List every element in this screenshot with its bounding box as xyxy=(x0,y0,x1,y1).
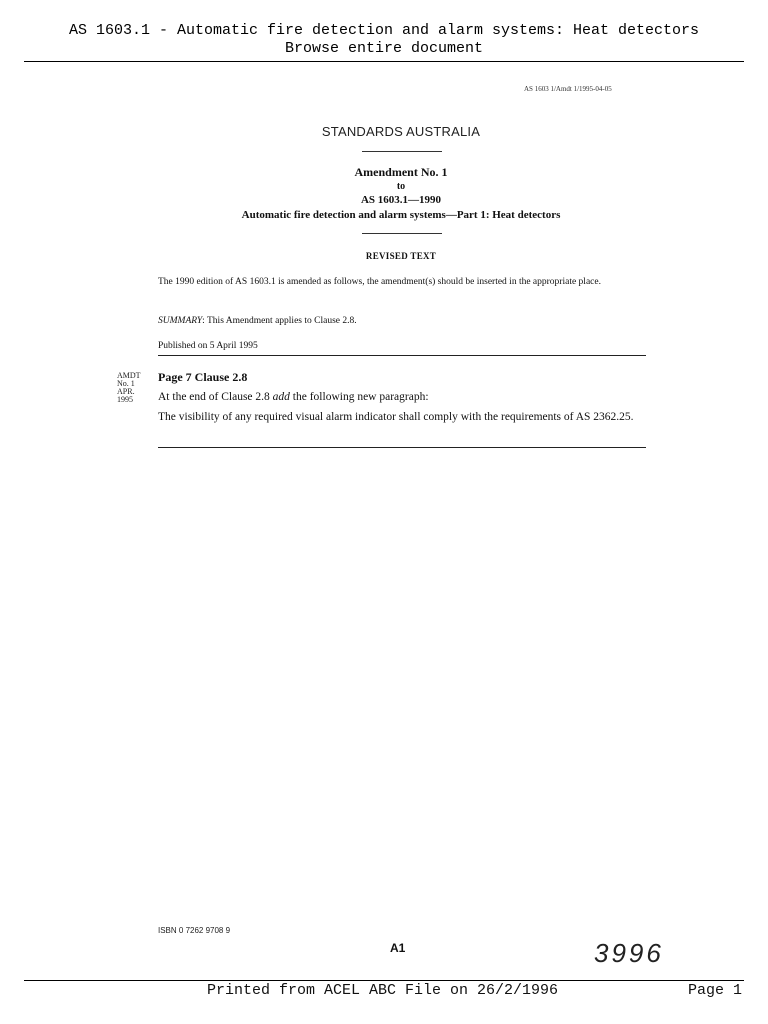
clause-heading: Page 7 Clause 2.8 xyxy=(158,370,248,384)
browse-entire-document-link[interactable]: Browse entire document xyxy=(284,40,484,57)
margin-note-line: AMDT xyxy=(117,371,141,380)
document-reference: AS 1603 1/Amdt 1/1995-04-05 xyxy=(524,85,612,93)
title-divider-top xyxy=(362,151,442,152)
footer-page-number: Page 1 xyxy=(688,982,743,999)
margin-note-line: APR. xyxy=(117,387,135,396)
page-code: A1 xyxy=(390,941,406,955)
clause-instruction-add: add xyxy=(272,391,290,403)
standard-number: AS 1603.1—1990 xyxy=(360,194,442,206)
isbn: ISBN 0 7262 9708 9 xyxy=(158,926,231,935)
summary-line xyxy=(158,316,357,326)
footer-divider xyxy=(24,980,744,981)
organization-name: STANDARDS AUSTRALIA xyxy=(321,124,481,139)
revised-text-heading: REVISED TEXT xyxy=(365,251,437,261)
margin-note-line: No. 1 xyxy=(117,379,135,388)
standard-subtitle: Automatic fire detection and alarm systems—Part 1: Heat detectors xyxy=(241,209,561,221)
clause-instruction xyxy=(158,391,429,403)
handwritten-number: 3996 xyxy=(594,938,664,968)
footer-printed-info: Printed from ACEL ABC File on 26/2/1996 xyxy=(207,982,559,999)
published-date: Published on 5 April 1995 xyxy=(158,341,258,351)
header-divider xyxy=(24,61,744,62)
document-title: AS 1603.1 - Automatic fire detection and alarm systems: Heat detectors xyxy=(68,22,700,39)
intro-paragraph: The 1990 edition of AS 1603.1 is amended as follows, the amendment(s) should be inserted in the appropriate place. xyxy=(158,277,601,287)
clause-divider xyxy=(158,447,646,448)
amendment-to: to xyxy=(396,181,406,192)
document-header xyxy=(0,22,768,58)
clause-instruction-b: the following new paragraph: xyxy=(289,391,429,403)
summary-label: SUMMARY xyxy=(158,316,203,326)
amendment-title: Amendment No. 1 xyxy=(354,165,448,179)
section-divider xyxy=(158,355,646,356)
margin-note-line: 1995 xyxy=(117,395,133,404)
title-divider-bottom xyxy=(362,233,442,234)
summary-text: : This Amendment applies to Clause 2.8. xyxy=(202,316,357,326)
clause-instruction-a: At the end of Clause 2.8 xyxy=(158,391,273,403)
amendment-margin-note xyxy=(117,372,141,404)
clause-text: The visibility of any required visual alarm indicator shall comply with the requirements of AS 2362.25. xyxy=(158,411,634,423)
